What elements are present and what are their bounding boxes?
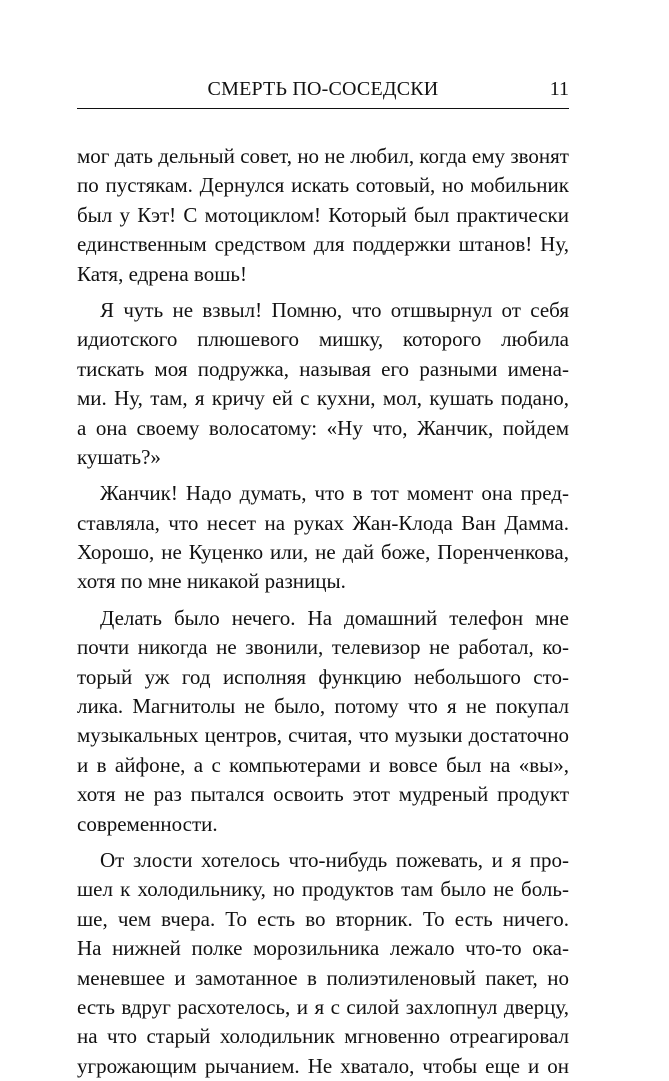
text-line: и в айфоне, а с компьютерами и вовсе был на «вы», bbox=[77, 752, 569, 777]
text-line: Катя, едрена вошь! bbox=[77, 261, 247, 286]
text-line: угрожающим рычанием. Не хватало, чтобы еще и он bbox=[77, 1053, 569, 1078]
text-line: по пустякам. Дернулся искать сотовый, но мобильник bbox=[77, 173, 569, 198]
text-line: Хорошо, не Куценко или, не дай боже, Поренченкова, bbox=[77, 540, 569, 565]
text-line: хотя по мне никакой разницы. bbox=[77, 569, 346, 594]
paragraph bbox=[77, 846, 569, 1081]
text-line: есть вдруг расхотелось, и я с силой захлопнул дверцу, bbox=[77, 994, 569, 1019]
text-line: хотя не раз пытался освоить этот мудреный продукт bbox=[77, 782, 569, 807]
paragraph bbox=[77, 142, 569, 289]
text-line: тискать моя подружка, называя его разными имена- bbox=[77, 356, 569, 381]
text-line: Жанчик! Надо думать, что в тот момент она пред- bbox=[100, 481, 569, 506]
text-line: На нижней полке морозильника лежало что-то ока- bbox=[77, 936, 569, 961]
text-line: кушать?» bbox=[77, 444, 161, 469]
text-line: меневшее и замотанное в полиэтиленовый пакет, но bbox=[77, 965, 569, 990]
text-line: на что старый холодильник мгновенно отреагировал bbox=[77, 1024, 569, 1049]
text-line: шел к холодильнику, но продуктов там было не боль- bbox=[77, 877, 569, 902]
text-line: лика. Магнитолы не было, потому что я не покупал bbox=[77, 694, 569, 719]
running-title: СМЕРТЬ ПО-СОСЕДСКИ bbox=[207, 78, 439, 100]
body-text bbox=[77, 142, 569, 1081]
text-line: единственным средством для поддержки штанов! Ну, bbox=[77, 232, 569, 257]
text-line: Я чуть не взвыл! Помню, что отшвырнул от себя bbox=[100, 297, 569, 322]
text-line: был у Кэт! С мотоциклом! Который был практически bbox=[77, 202, 569, 227]
paragraph bbox=[77, 479, 569, 597]
text-line: ми. Ну, там, я кричу ей с кухни, мол, кушать подано, bbox=[77, 386, 569, 411]
text-line: ставляла, что несет на руках Жан-Клода Ван Дамма. bbox=[77, 510, 569, 535]
text-line: ше, чем вчера. То есть во вторник. То есть ничего. bbox=[77, 906, 569, 931]
running-header bbox=[77, 74, 569, 109]
page-number: 11 bbox=[549, 78, 569, 100]
text-line: идиотского плюшевого мишку, которого любила bbox=[77, 327, 569, 352]
text-line: Делать было нечего. На домашний телефон мне bbox=[100, 605, 569, 630]
text-line: торый уж год исполняя функцию небольшого сто- bbox=[77, 664, 569, 689]
text-line: а она своему волосатому: «Ну что, Жанчик, пойдем bbox=[77, 415, 569, 440]
text-line: музыкальных центров, считая, что музыки достаточно bbox=[77, 723, 569, 748]
text-line: современности. bbox=[77, 811, 218, 836]
text-line: почти никогда не звонили, телевизор не работал, ко- bbox=[77, 635, 569, 660]
paragraph bbox=[77, 604, 569, 839]
paragraph bbox=[77, 296, 569, 472]
text-line: От злости хотелось что-нибудь пожевать, и я про- bbox=[100, 847, 569, 872]
text-line: мог дать дельный совет, но не любил, когда ему звонят bbox=[77, 144, 569, 168]
